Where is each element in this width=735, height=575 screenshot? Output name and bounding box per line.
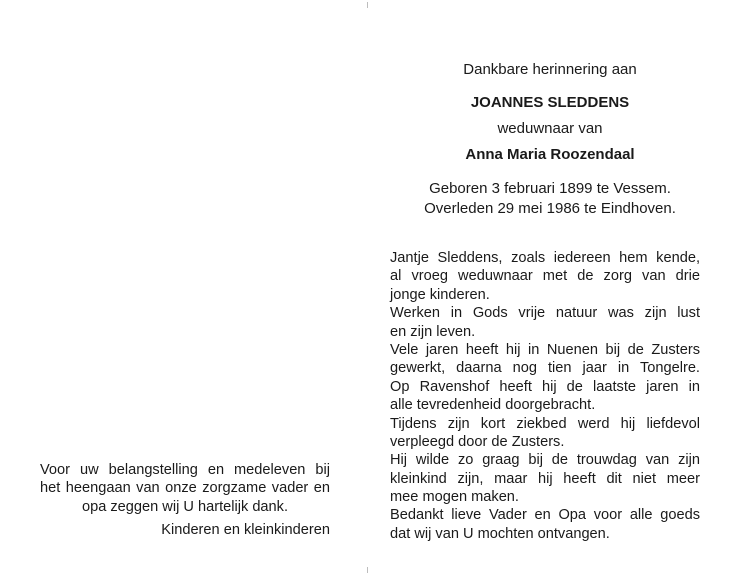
memorial-poem [390, 249, 700, 543]
fold-mark-top [367, 2, 368, 8]
thanks-section [40, 461, 330, 540]
poem-line: verpleegd door de Zusters. [390, 433, 565, 450]
deceased-name: JOANNES SLEDDENS [470, 94, 630, 111]
poem-line: Jantje Sleddens, zoals iedereen hem kende, [390, 250, 700, 266]
fold-mark-bottom [367, 567, 368, 573]
poem-line: en zijn leven. [390, 323, 476, 340]
poem-line: al vroeg weduwnaar met de zorg van drie [390, 268, 700, 285]
life-dates [390, 179, 710, 219]
poem-line: mee mogen maken. [390, 489, 519, 506]
poem-line: jonge kinderen. [390, 286, 490, 303]
poem-line: Werken in Gods vrije natuur was zijn lust [390, 305, 700, 322]
relation-line: weduwnaar van [497, 120, 603, 137]
poem-line: Bedankt lieve Vader en Opa voor alle goeds [390, 507, 700, 524]
birth-date: Geboren 3 februari 1899 te Vessem. [429, 180, 671, 197]
poem-line: Tijdens zijn kort ziekbed werd hij liefdevol [390, 415, 700, 432]
thanks-line: opa zeggen wij U hartelijk dank. [81, 498, 289, 515]
intro-line: Dankbare herinnering aan [463, 61, 637, 78]
signature: Kinderen en kleinkinderen [161, 522, 330, 539]
poem-line: kleinkind zijn, maar hij heeft dit niet meer [390, 470, 700, 487]
poem-line: gewerkt, daarna nog tien jaar in Tongelre. [390, 360, 700, 377]
poem-line: Vele jaren heeft hij in Nuenen bij de Zusters [390, 341, 700, 358]
poem-line: Hij wilde zo graag bij de trouwdag van zijn [390, 452, 700, 469]
poem-line: Op Ravenshof heeft hij de laatste jaren in [390, 378, 700, 395]
spouse-name: Anna Maria Roozendaal [465, 146, 635, 163]
death-date: Overleden 29 mei 1986 te Eindhoven. [424, 200, 676, 217]
thanks-line: Voor uw belangstelling en medeleven bij [40, 462, 330, 478]
thanks-line: het heengaan van onze zorgzame vader en [40, 480, 330, 497]
poem-line: dat wij van U mochten ontvangen. [390, 525, 610, 542]
poem-line: alle tevredenheid doorgebracht. [390, 397, 596, 414]
